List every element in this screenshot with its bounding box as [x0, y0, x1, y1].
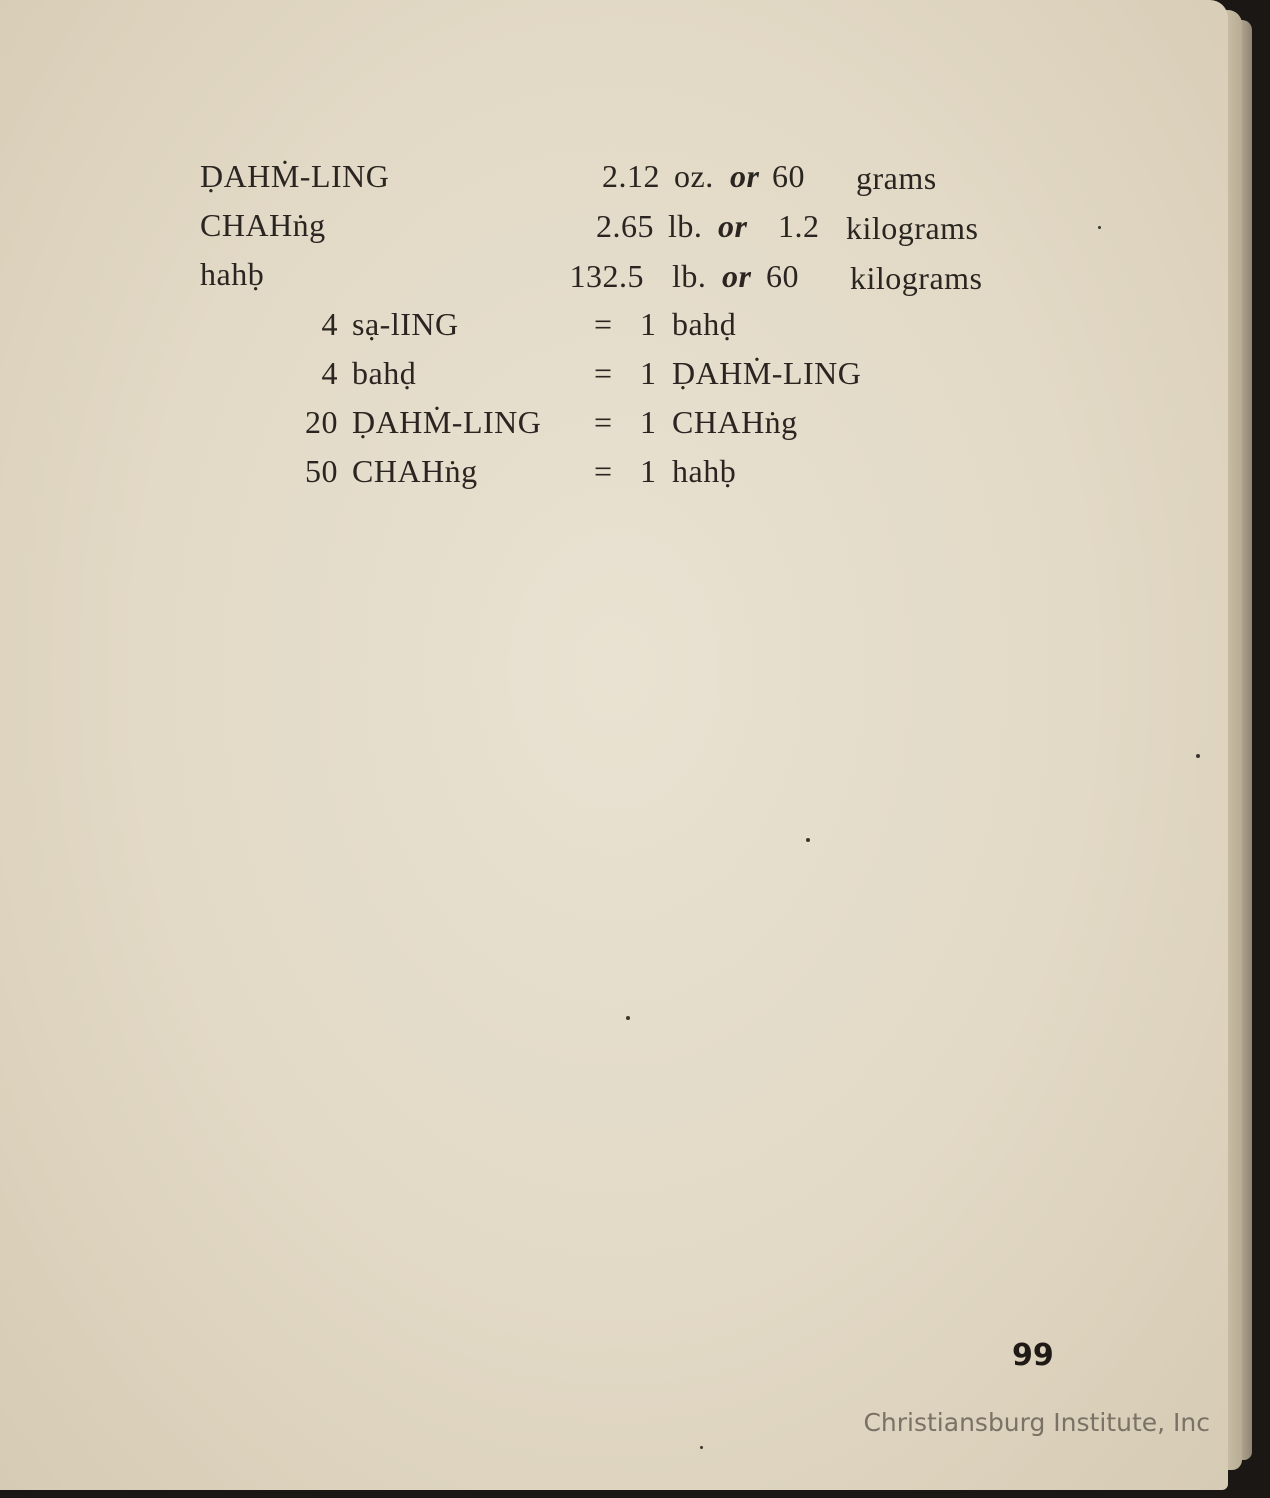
- conv-one: 1: [640, 404, 657, 440]
- equiv-conj: or: [718, 208, 748, 244]
- conv-equals: =: [594, 453, 613, 489]
- conv-from: sạ-lING: [352, 306, 459, 342]
- equiv-name: ḌAHṀ-LING: [200, 158, 390, 194]
- paper-speck: [1098, 226, 1101, 229]
- equiv-metric: 60: [772, 158, 805, 194]
- conv-one: 1: [640, 355, 657, 391]
- equiv-unit: oz.: [674, 158, 714, 194]
- equiv-metric: 60: [766, 258, 799, 294]
- conv-from: CHAHṅg: [352, 453, 478, 489]
- equiv-metric: 1.2: [778, 208, 820, 244]
- conv-qty: 50: [305, 453, 338, 489]
- conv-to: ḌAHṀ-LING: [672, 355, 862, 391]
- conv-to: bahḍ: [672, 306, 737, 342]
- equiv-unit: lb.: [668, 208, 703, 244]
- equiv-value: 2.65: [596, 208, 654, 244]
- paper-speck: [1196, 754, 1200, 758]
- conv-qty: 4: [321, 306, 338, 342]
- equiv-name: hahḅ: [200, 256, 265, 292]
- equiv-unit: lb.: [672, 258, 707, 294]
- conv-to: hahḅ: [672, 453, 737, 489]
- page-number: 99: [1012, 1338, 1054, 1373]
- paper-speck: [806, 838, 810, 842]
- equiv-name: CHAHṅg: [200, 207, 326, 243]
- paper-speck: [700, 1446, 703, 1449]
- conv-one: 1: [640, 453, 657, 489]
- equiv-metric-unit: kilograms: [846, 210, 979, 246]
- equiv-value: 132.5: [569, 258, 644, 294]
- conv-one: 1: [640, 306, 657, 342]
- paper-speck: [626, 1016, 630, 1020]
- conv-equals: =: [594, 306, 613, 342]
- equiv-metric-unit: kilograms: [850, 260, 983, 296]
- equiv-conj: or: [730, 158, 760, 194]
- conv-qty: 20: [305, 404, 338, 440]
- conv-from: ḌAHṀ-LING: [352, 404, 542, 440]
- watermark: Christiansburg Institute, Inc: [863, 1408, 1210, 1437]
- conv-qty: 4: [321, 355, 338, 391]
- equiv-conj: or: [722, 258, 752, 294]
- conv-to: CHAHṅg: [672, 404, 798, 440]
- equiv-value: 2.12: [602, 158, 660, 194]
- conv-equals: =: [594, 355, 613, 391]
- conv-from: bahḍ: [352, 355, 417, 391]
- conv-equals: =: [594, 404, 613, 440]
- equiv-metric-unit: grams: [856, 160, 937, 196]
